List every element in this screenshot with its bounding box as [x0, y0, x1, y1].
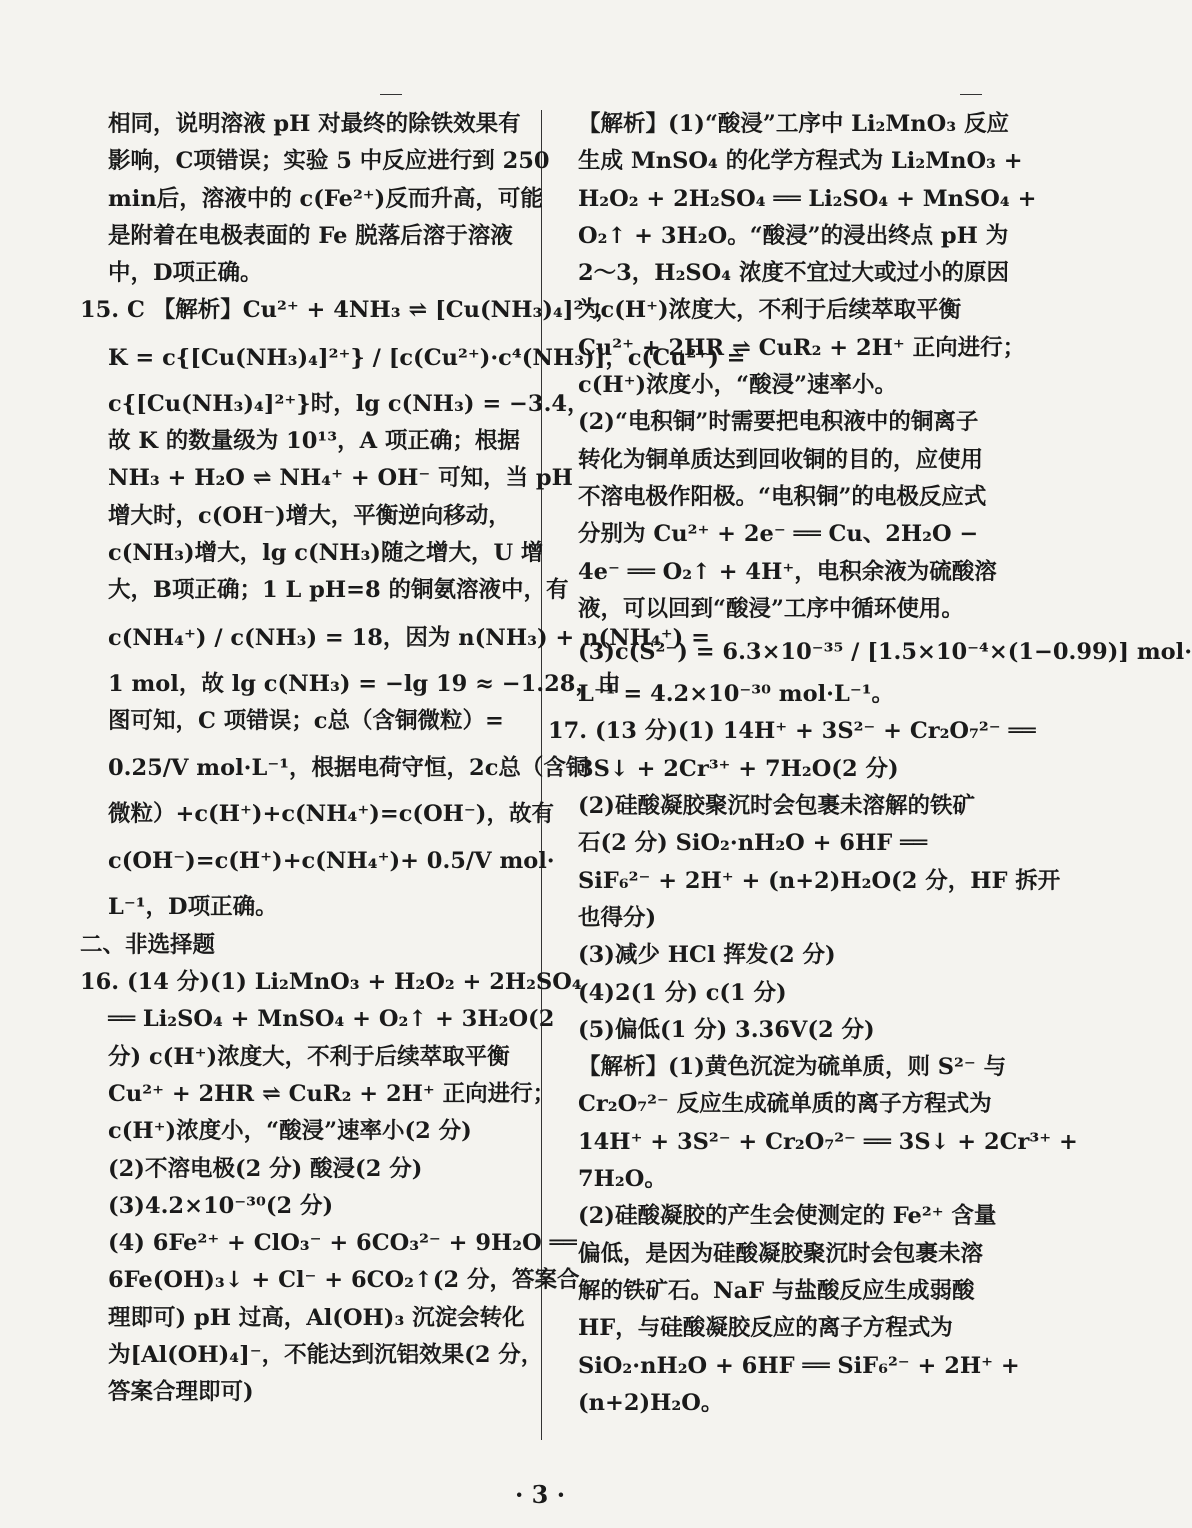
text-line: 分) c(H⁺)浓度大，不利于后续萃取平衡	[108, 1043, 510, 1070]
text-line: 是附着在电极表面的 Fe 脱落后溶于溶液	[108, 222, 513, 249]
text-line: 影响，C项错误；实验 5 中反应进行到 250	[108, 148, 550, 175]
text-line: 1 mol，故 lg c(NH₃) = −lg 19 ≈ −1.28，由	[108, 670, 621, 697]
text-line: SiF₆²⁻ + 2H⁺ + (n+2)H₂O(2 分，HF 拆开	[578, 867, 1061, 894]
fraction-line: c(OH⁻)=c(H⁺)+c(NH₄⁺)+ 0.5/V mol·	[108, 848, 555, 875]
text-line: (3)4.2×10⁻³⁰(2 分)	[108, 1192, 334, 1219]
header-rule-right	[960, 94, 982, 95]
text-line: c(NH₃)增大，lg c(NH₃)随之增大，U 增	[108, 539, 544, 566]
question-16-heading: 16. (14 分)(1) Li₂MnO₃ + H₂O₂ + 2H₂SO₄	[80, 969, 582, 996]
text-line: 答案合理即可)	[108, 1379, 254, 1406]
text-line: 相同，说明溶液 pH 对最终的除铁效果有	[108, 111, 521, 137]
text-line: 偏低，是因为硅酸凝胶聚沉时会包裹未溶	[578, 1240, 984, 1267]
page-number: · 3 ·	[514, 1480, 566, 1509]
text-line: Cu²⁺ + 2HR ⇌ CuR₂ + 2H⁺ 正向进行；	[578, 334, 1026, 361]
text-line: (2)硅酸凝胶聚沉时会包裹未溶解的铁矿	[578, 793, 975, 820]
text-line: NH₃ + H₂O ⇌ NH₄⁺ + OH⁻ 可知，当 pH	[108, 465, 573, 492]
text-line: 图可知，C 项错误；c总（含铜微粒）=	[108, 707, 504, 734]
text-line: ══ Li₂SO₄ + MnSO₄ + O₂↑ + 3H₂O(2	[108, 1006, 555, 1033]
analysis-heading: 【解析】(1)“酸浸”工序中 Li₂MnO₃ 反应	[578, 111, 1009, 137]
text-line: 14H⁺ + 3S²⁻ + Cr₂O₇²⁻ ══ 3S↓ + 2Cr³⁺ +	[578, 1128, 1078, 1155]
question-15-heading: 15. C 【解析】Cu²⁺ + 4NH₃ ⇌ [Cu(NH₃)₄]²⁺，	[80, 297, 618, 324]
sulfide-concentration-expression: (3)c(S²⁻) = 6.3×10⁻³⁵ / [1.5×10⁻⁴×(1−0.99)] mol·	[578, 639, 1192, 666]
ratio-expression: c(NH₄⁺) / c(NH₃) = 18，因为 n(NH₃) + n(NH₄⁺) =	[108, 624, 711, 651]
text-line: 转化为铜单质达到回收铜的目的，应使用	[578, 446, 984, 473]
text-line: c(H⁺)浓度小，“酸浸”速率小。	[578, 372, 898, 399]
text-line: 解的铁矿石。NaF 与盐酸反应生成弱酸	[578, 1277, 975, 1304]
equilibrium-constant-expression: K = c{[Cu(NH₃)₄]²⁺} / [c(Cu²⁺)·c⁴(NH₃)]，c(Cu²⁺) =	[108, 344, 746, 371]
text-line: 理即可) pH 过高，Al(OH)₃ 沉淀会转化	[108, 1304, 525, 1331]
text-line: 生成 MnSO₄ 的化学方程式为 Li₂MnO₃ +	[578, 148, 1023, 175]
text-line: L⁻¹ = 4.2×10⁻³⁰ mol·L⁻¹。	[578, 681, 895, 708]
text-line: 不溶电极作阳极。“电积铜”的电极反应式	[578, 483, 987, 510]
text-line: 分别为 Cu²⁺ + 2e⁻ ══ Cu、2H₂O −	[578, 521, 979, 548]
text-line: 为c(H⁺)浓度大，不利于后续萃取平衡	[578, 297, 962, 324]
text-line: (n+2)H₂O。	[578, 1389, 724, 1416]
text-line: 为[Al(OH)₄]⁻，不能达到沉铝效果(2 分，	[108, 1342, 544, 1369]
text-line: 7H₂O。	[578, 1166, 667, 1193]
text-line: (4)2(1 分) c(1 分)	[578, 979, 787, 1006]
header-rule-left	[380, 94, 402, 95]
text-line: (2)“电积铜”时需要把电积液中的铜离子	[578, 409, 979, 436]
text-line: O₂↑ + 3H₂O。“酸浸”的浸出终点 pH 为	[578, 222, 1009, 249]
text-line: 6Fe(OH)₃↓ + Cl⁻ + 6CO₂↑(2 分，答案合	[108, 1267, 580, 1294]
text-line: 也得分)	[578, 904, 657, 931]
fraction-line: 0.25/V mol·L⁻¹，根据电荷守恒，2c总（含铜	[108, 755, 589, 782]
text-line: Cr₂O₇²⁻ 反应生成硫单质的离子方程式为	[578, 1091, 992, 1118]
text-line: min后，溶液中的 c(Fe²⁺)反而升高，可能	[108, 185, 543, 212]
text-line: 石(2 分) SiO₂·nH₂O + 6HF ══	[578, 830, 928, 857]
text-line: (2)不溶电极(2 分) 酸浸(2 分)	[108, 1155, 423, 1182]
right-column	[548, 106, 1192, 1422]
text-line: H₂O₂ + 2H₂SO₄ ══ Li₂SO₄ + MnSO₄ +	[578, 185, 1037, 212]
text-line: 液，可以回到“酸浸”工序中循环使用。	[578, 595, 964, 622]
text-line: HF，与硅酸凝胶反应的离子方程式为	[578, 1315, 953, 1342]
text-line: L⁻¹，D项正确。	[108, 894, 278, 921]
section-heading-non-choice: 二、非选择题	[80, 931, 216, 958]
text-line: c{[Cu(NH₃)₄]²⁺}时，lg c(NH₃) = −3.4，	[108, 390, 590, 417]
question-17-heading: 17. (13 分)(1) 14H⁺ + 3S²⁻ + Cr₂O₇²⁻ ══	[548, 718, 1036, 745]
text-line: (4) 6Fe²⁺ + ClO₃⁻ + 6CO₃²⁻ + 9H₂O ══	[108, 1230, 577, 1257]
text-line: 2～3，H₂SO₄ 浓度不宜过大或过小的原因	[578, 260, 1009, 287]
text-line: (5)偏低(1 分) 3.36V(2 分)	[578, 1016, 875, 1043]
text-line: 故 K 的数量级为 10¹³，A 项正确；根据	[108, 428, 520, 455]
text-line: (2)硅酸凝胶的产生会使测定的 Fe²⁺ 含量	[578, 1203, 997, 1230]
text-line: Cu²⁺ + 2HR ⇌ CuR₂ + 2H⁺ 正向进行；	[108, 1080, 556, 1107]
text-line: 增大时，c(OH⁻)增大，平衡逆向移动，	[108, 502, 511, 529]
text-line: SiO₂·nH₂O + 6HF ══ SiF₆²⁻ + 2H⁺ +	[578, 1352, 1020, 1379]
text-line: 3S↓ + 2Cr³⁺ + 7H₂O(2 分)	[578, 755, 899, 782]
analysis-heading: 【解析】(1)黄色沉淀为硫单质，则 S²⁻ 与	[578, 1054, 1007, 1081]
text-line: (3)减少 HCl 挥发(2 分)	[578, 942, 836, 969]
text-line: 大，B项正确；1 L pH=8 的铜氨溶液中，有	[108, 577, 569, 604]
text-line: 中，D项正确。	[108, 260, 263, 287]
text-line: 微粒）+c(H⁺)+c(NH₄⁺)=c(OH⁻)，故有	[108, 801, 554, 828]
text-line: 4e⁻ ══ O₂↑ + 4H⁺，电积余液为硫酸溶	[578, 558, 997, 585]
text-line: c(H⁺)浓度小，“酸浸”速率小(2 分)	[108, 1118, 472, 1145]
